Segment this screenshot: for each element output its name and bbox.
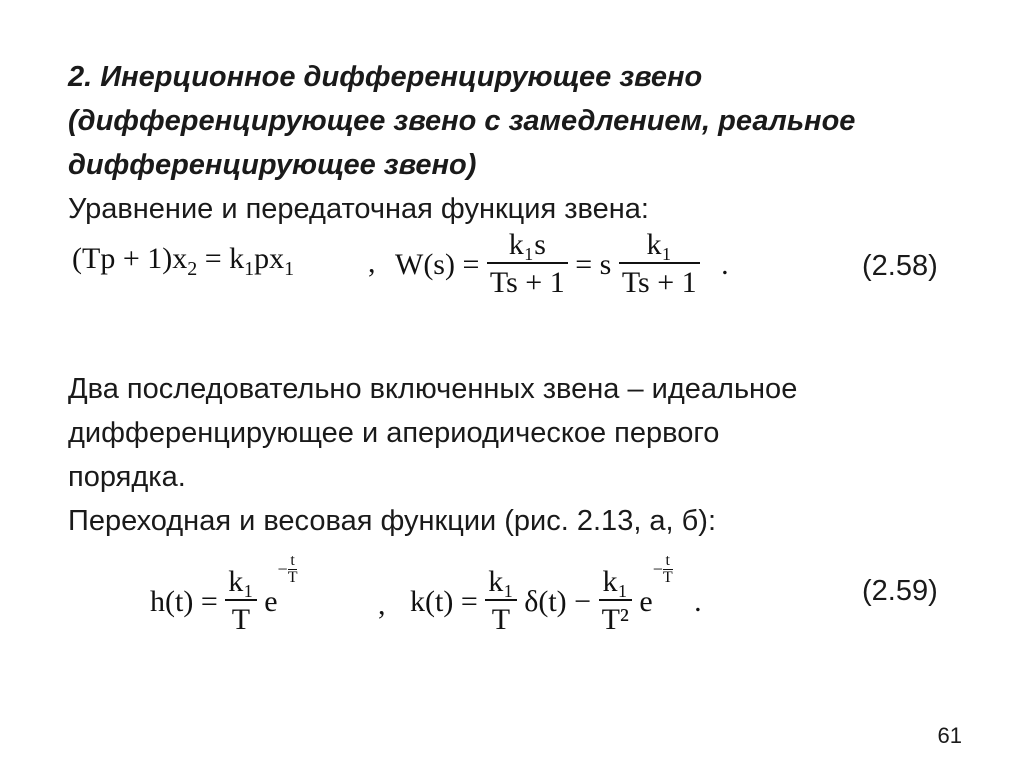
eq1-fraction-1 bbox=[487, 228, 568, 302]
heading-line-2: (дифференцирующее звено с замедлением, реальное bbox=[68, 105, 856, 137]
heading-line-1: 2. Инерционное дифференцирующее звено bbox=[68, 61, 703, 93]
eq2-comma: , bbox=[378, 588, 386, 621]
eq2-exp2-minus: − bbox=[652, 559, 663, 579]
heading-line-3: дифференцирующее звено) bbox=[68, 149, 477, 181]
eq2-frac2-den: T bbox=[491, 603, 511, 636]
eq1-dot: . bbox=[721, 248, 729, 281]
eq2-frac2-num: k₁ bbox=[488, 565, 514, 598]
eq2-frac1-den: T bbox=[231, 603, 251, 636]
eq2-exp2-num: t bbox=[665, 552, 670, 569]
para-line-1: Два последовательно включенных звена – идеальное bbox=[68, 373, 798, 405]
eq2-delta: δ(t) − bbox=[524, 585, 592, 618]
intro-text: Уравнение и передаточная функция звена: bbox=[68, 193, 649, 225]
eq1-frac2-num: k₁ bbox=[646, 228, 672, 261]
eq2-exponent bbox=[278, 553, 298, 586]
eq2-exp2-den: T bbox=[662, 569, 673, 586]
eq2-e2: e bbox=[639, 585, 653, 618]
eq2-dot: . bbox=[694, 585, 702, 618]
equation-2-59-h bbox=[150, 552, 298, 639]
eq2-fraction-1 bbox=[225, 565, 256, 639]
eq2-h: h(t) = bbox=[150, 585, 218, 618]
para-line-2: дифференцирующее и апериодическое первого bbox=[68, 417, 720, 449]
eq2-e: e bbox=[264, 585, 278, 618]
eq1-eq-s: = s bbox=[575, 248, 612, 281]
eq1-lhs-sub: 2 bbox=[187, 258, 198, 281]
equation-2-58 bbox=[72, 240, 295, 281]
eq2-frac3-den: T² bbox=[601, 603, 629, 636]
eq2-exp-num: t bbox=[290, 552, 295, 569]
equation-2-59-k bbox=[410, 552, 702, 639]
eq2-k: k(t) = bbox=[410, 585, 478, 618]
equation-number-2-58: (2.58) bbox=[862, 250, 938, 282]
eq2-frac1-num: k₁ bbox=[228, 565, 254, 598]
equation-number-2-59: (2.59) bbox=[862, 575, 938, 607]
page-number: 61 bbox=[937, 723, 962, 748]
eq1-rhs-sub: 1 bbox=[244, 258, 255, 281]
eq1-rhs: = k bbox=[204, 242, 245, 276]
eq2-exp-frac bbox=[288, 553, 298, 586]
section-heading bbox=[68, 55, 968, 187]
eq1-rhs-sub2: 1 bbox=[284, 258, 295, 281]
eq1-comma: , bbox=[368, 246, 376, 279]
eq1-frac1-num: k₁s bbox=[508, 228, 546, 261]
eq2-exp2-frac bbox=[663, 553, 673, 586]
eq1-fraction-2 bbox=[619, 228, 700, 302]
eq1-rhs-px: px bbox=[254, 242, 285, 276]
para-line-3: порядка. bbox=[68, 461, 186, 493]
para-line-4: Переходная и весовая функции (рис. 2.13, а, б): bbox=[68, 505, 716, 537]
eq2-fraction-2 bbox=[485, 565, 516, 639]
eq1-frac2-den: Ts + 1 bbox=[621, 266, 697, 299]
eq1-w: W(s) = bbox=[395, 248, 480, 281]
eq2-fraction-3 bbox=[599, 565, 632, 639]
eq2-exponent-2 bbox=[653, 553, 673, 586]
eq2-exp-minus: − bbox=[277, 559, 288, 579]
eq2-frac3-num: k₁ bbox=[602, 565, 628, 598]
eq1-frac1-den: Ts + 1 bbox=[489, 266, 565, 299]
eq1-lhs: (Tp + 1)x bbox=[72, 242, 188, 276]
eq2-exp-den: T bbox=[287, 569, 298, 586]
eq1-transfer-function bbox=[395, 228, 729, 302]
